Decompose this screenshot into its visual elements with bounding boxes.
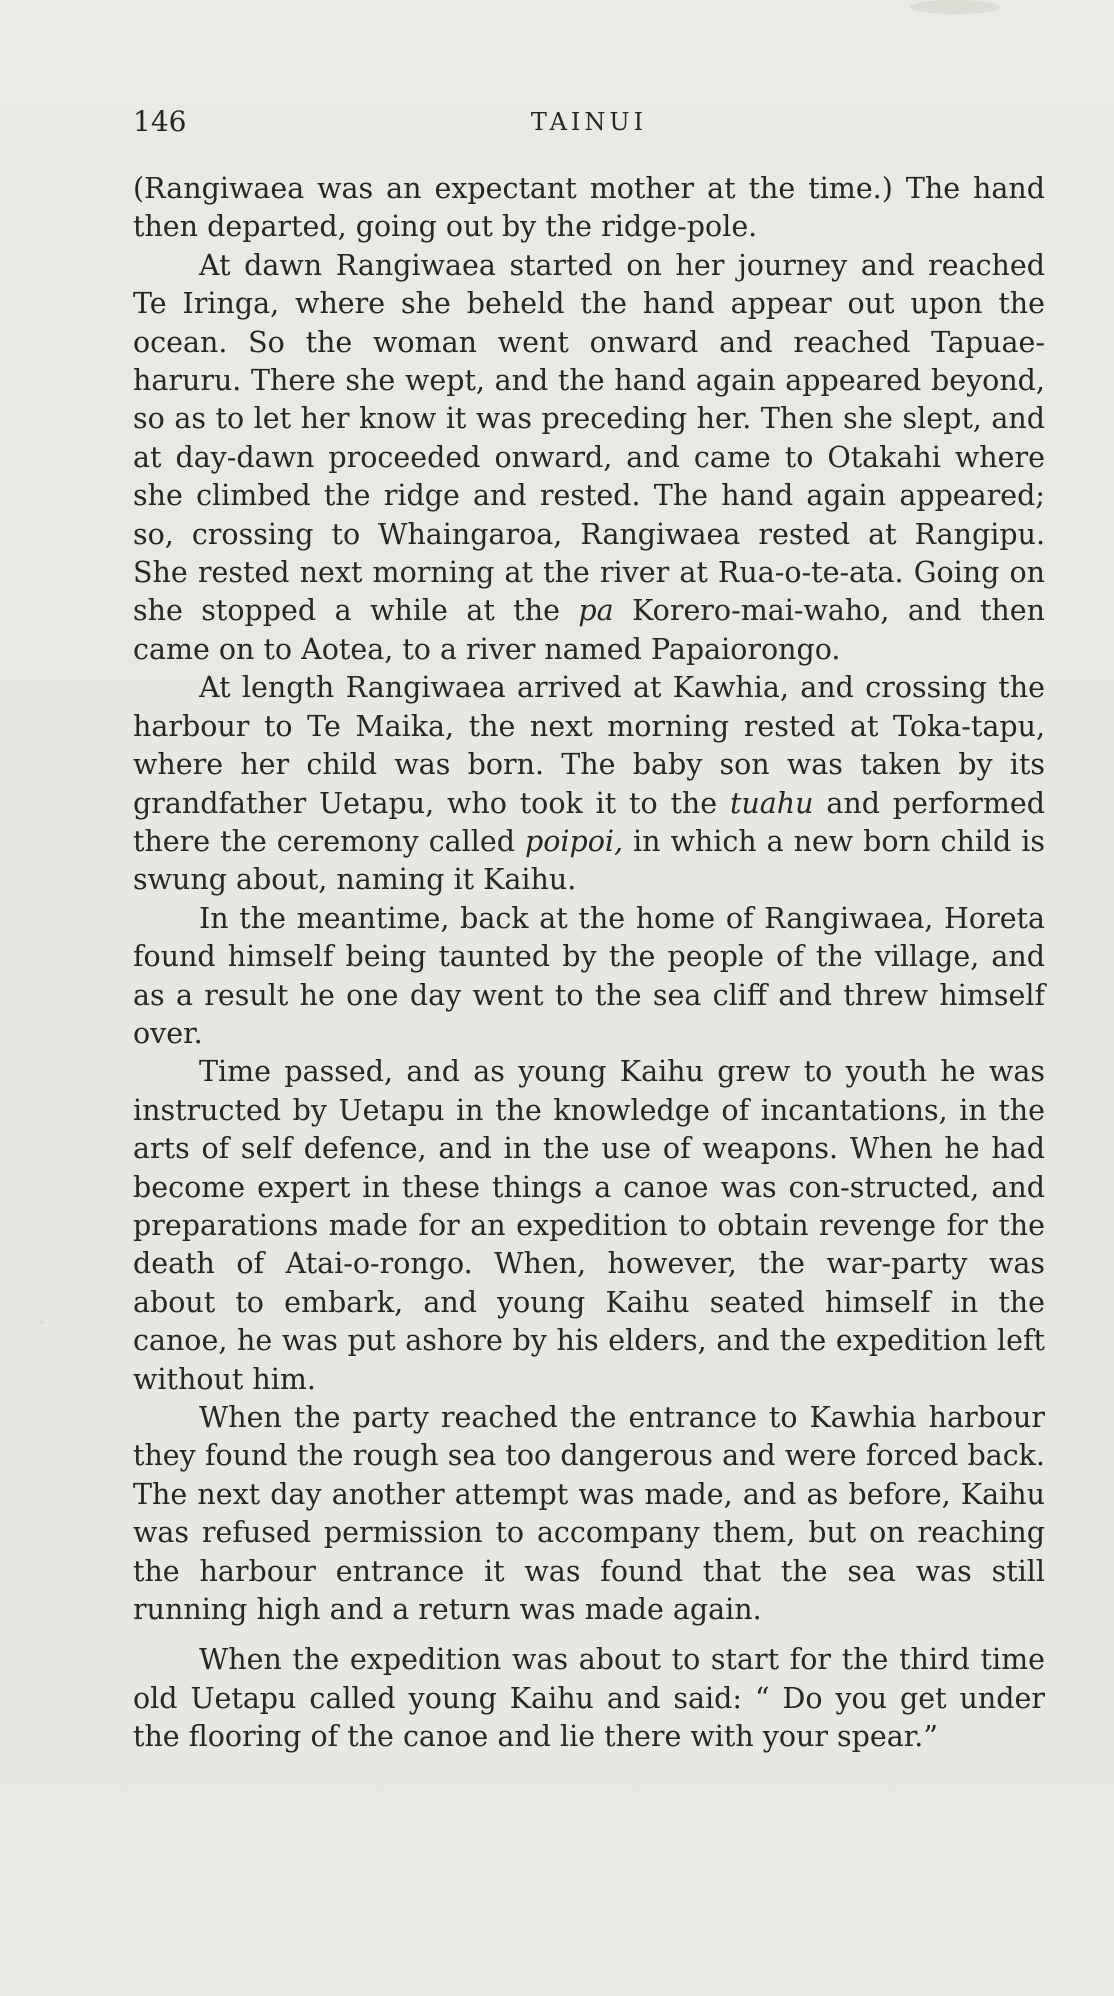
text-run: (Rangiwaea was an expectant mother at the time.) The hand then departed, going out by the ridge-pole.	[133, 172, 1045, 244]
paragraph	[133, 669, 1045, 899]
text-run: When the expedition was about to start for the third time old Uetapu called young Kaihu and said: “ Do you get under the flooring of the canoe and lie there with your spear.”	[133, 1643, 1045, 1754]
page-smudge	[910, 0, 1000, 14]
page-header	[133, 102, 1045, 142]
paragraph	[133, 900, 1045, 1054]
paragraph	[133, 247, 1045, 669]
paragraph	[133, 1399, 1045, 1629]
text-run: At length Rangiwaea arrived at Kawhia, and crossing the harbour to Te Maika, the next morning rested at Toka-tapu, where her child was born. The baby son was taken by its grandfather Uetapu, who took it to the	[133, 671, 1045, 820]
italic-term: tuahu	[729, 786, 814, 820]
text-run: When the party reached the entrance to Kawhia harbour they found the rough sea too dangerous and were forced back. The next day another attempt was made, and as before, Kaihu was refused permission to accompany them, but on reaching the harbour entrance it was found that the sea was still running high and a return was made again.	[133, 1401, 1045, 1627]
page-number: 146	[133, 105, 187, 138]
text-run: In the meantime, back at the home of Rangiwaea, Horeta found himself being taunted by the people of the village, and as a result he one day went to the sea cliff and threw himself over.	[133, 901, 1045, 1050]
text-run: Time passed, and as young Kaihu grew to youth he was instructed by Uetapu in the knowledge of incantations, in the arts of self defence, and in the use of weapons. When he had become expert in these things a canoe was con-structed, and preparations made for an expedition to obtain revenge for the death of Atai-o-rongo. When, however, the war-party was about to embark, and young Kaihu seated himself in the canoe, he was put ashore by his elders, and the expedition left without him.	[133, 1055, 1045, 1396]
italic-term: pa	[578, 594, 614, 628]
paragraph	[133, 170, 1045, 247]
paragraph	[133, 1641, 1045, 1756]
running-head: TAINUI	[530, 108, 648, 136]
paragraph	[133, 1053, 1045, 1399]
italic-term: poipoi,	[524, 824, 624, 858]
text-run: in which a new born child is swung about, naming it Kaihu.	[133, 824, 1045, 897]
page-speck	[40, 1320, 44, 1324]
text-run: At dawn Rangiwaea started on her journey and reached Te Iringa, where she beheld the hand appear out upon the ocean. So the woman went onward and reached Tapuae-haruru. There she wept, and the hand again appeared beyond, so as to let her know it was preceding her. Then she slept, and at day-dawn proceeded onward, and came to Otakahi where she climbed the ridge and rested. The hand again appeared; so, crossing to Whaingaroa, Rangiwaea rested at Rangipu. She rested next morning at the river at Rua-o-te-ata. Going on she stopped a while at the	[133, 248, 1045, 628]
body-text	[133, 170, 1045, 1757]
text-run: and performed there the ceremony called	[133, 786, 1045, 858]
text-run: Korero-mai-waho, and then came on to Aotea, to a river named Papaiorongo.	[133, 594, 1045, 666]
